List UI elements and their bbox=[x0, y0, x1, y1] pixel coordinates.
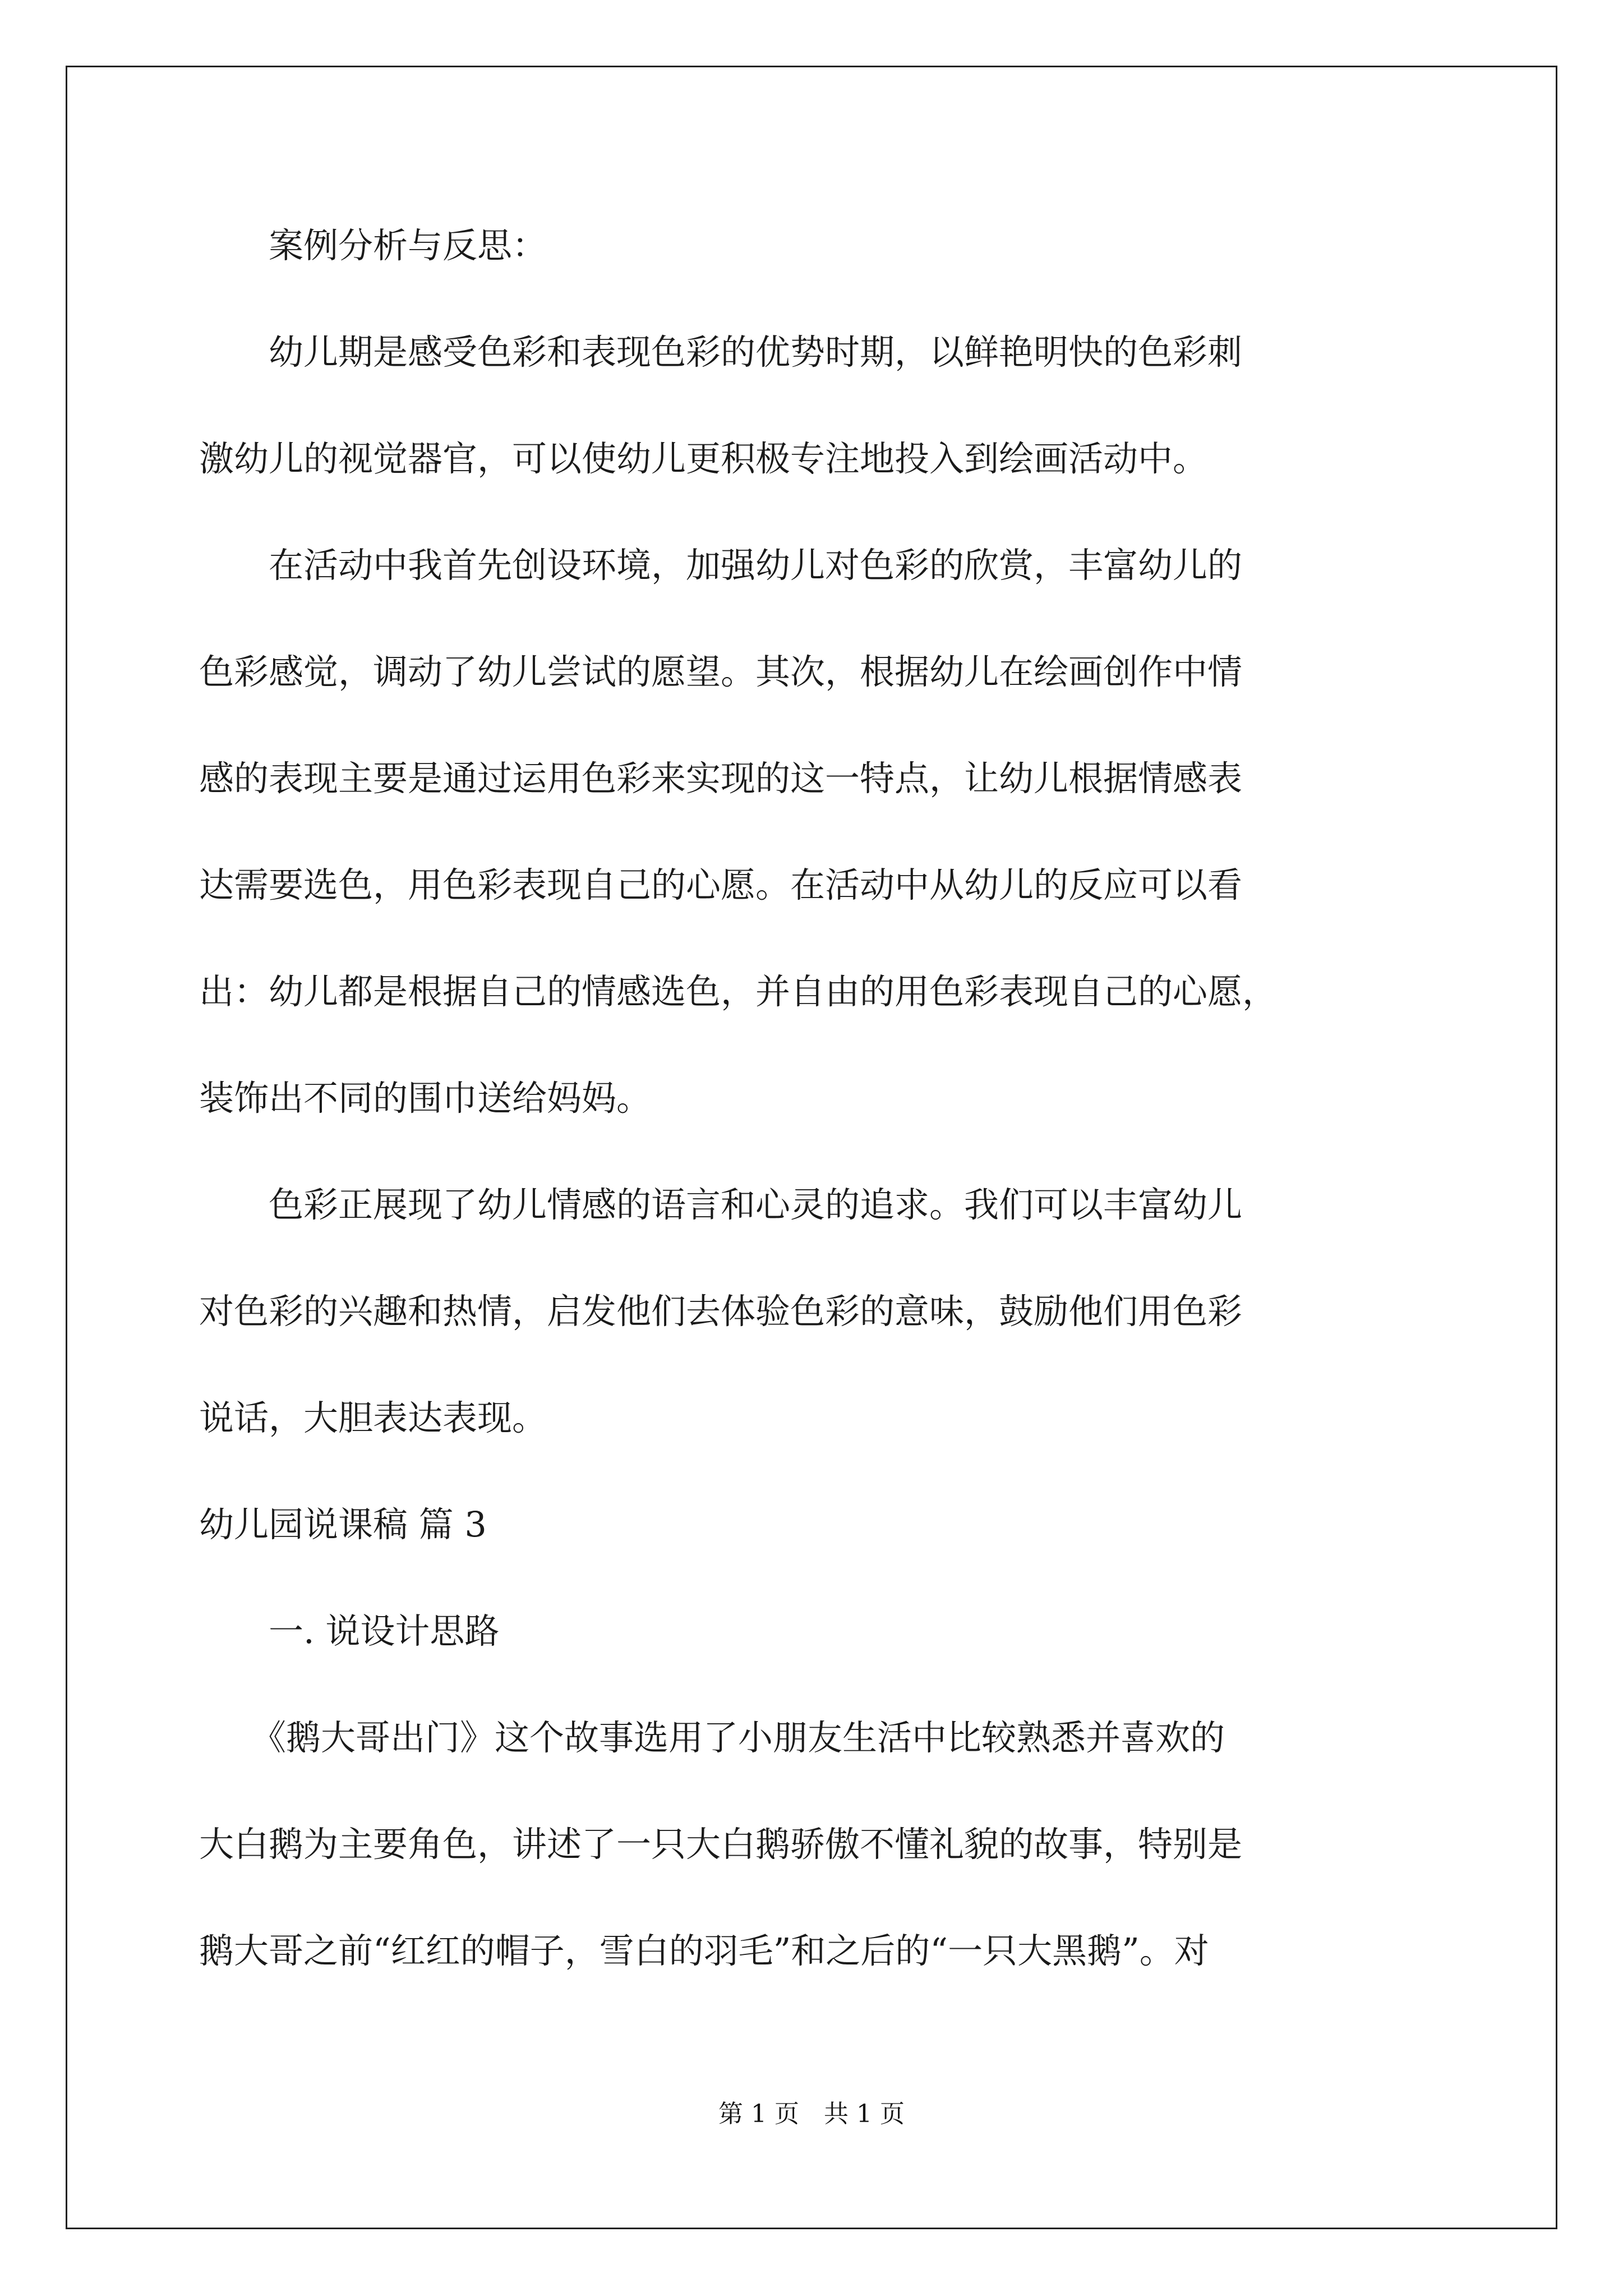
paragraph-line: 色彩感觉，调动了幼儿尝试的愿望。其次，根据幼儿在绘画创作中情 bbox=[199, 651, 1243, 692]
paragraph-line: 幼儿期是感受色彩和表现色彩的优势时期，以鲜艳明快的色彩刺 bbox=[199, 332, 1243, 372]
paragraph-line: 《鹅大哥出门》这个故事选用了小朋友生活中比较熟悉并喜欢的 bbox=[199, 1717, 1225, 1758]
paragraph-line: 色彩正展现了幼儿情感的语言和心灵的追求。我们可以丰富幼儿 bbox=[199, 1184, 1243, 1225]
page-footer: 第 1 页 共 1 页 bbox=[718, 2100, 905, 2128]
paragraph-line: 达需要选色，用色彩表现自己的心愿。在活动中从幼儿的反应可以看 bbox=[199, 864, 1243, 905]
paragraph-line: 出：幼儿都是根据自己的情感选色，并自由的用色彩表现自己的心愿， bbox=[199, 971, 1278, 1012]
paragraph-line: 大白鹅为主要角色，讲述了一只大白鹅骄傲不懂礼貌的故事，特别是 bbox=[199, 1824, 1243, 1865]
paragraph-line: 激幼儿的视觉器官，可以使幼儿更积极专注地投入到绘画活动中。 bbox=[199, 438, 1208, 479]
section-heading: 案例分析与反思： bbox=[199, 225, 547, 266]
paragraph-line: 装饰出不同的围巾送给妈妈。 bbox=[199, 1078, 652, 1119]
paragraph-line: 鹅大哥之前“红红的帽子，雪白的羽毛”和之后的“一只大黑鹅”。对 bbox=[199, 1930, 1209, 1971]
section-title: 幼儿园说课稿 篇 3 bbox=[199, 1504, 487, 1545]
subsection-heading: 一. 说设计思路 bbox=[199, 1611, 500, 1651]
paragraph-line: 感的表现主要是通过运用色彩来实现的这一特点，让幼儿根据情感表 bbox=[199, 758, 1243, 799]
paragraph-line: 说话，大胆表达表现。 bbox=[199, 1397, 547, 1438]
paragraph-line: 对色彩的兴趣和热情，启发他们去体验色彩的意味，鼓励他们用色彩 bbox=[199, 1291, 1243, 1332]
page-border bbox=[66, 66, 1557, 2229]
paragraph-line: 在活动中我首先创设环境，加强幼儿对色彩的欣赏，丰富幼儿的 bbox=[199, 545, 1243, 586]
